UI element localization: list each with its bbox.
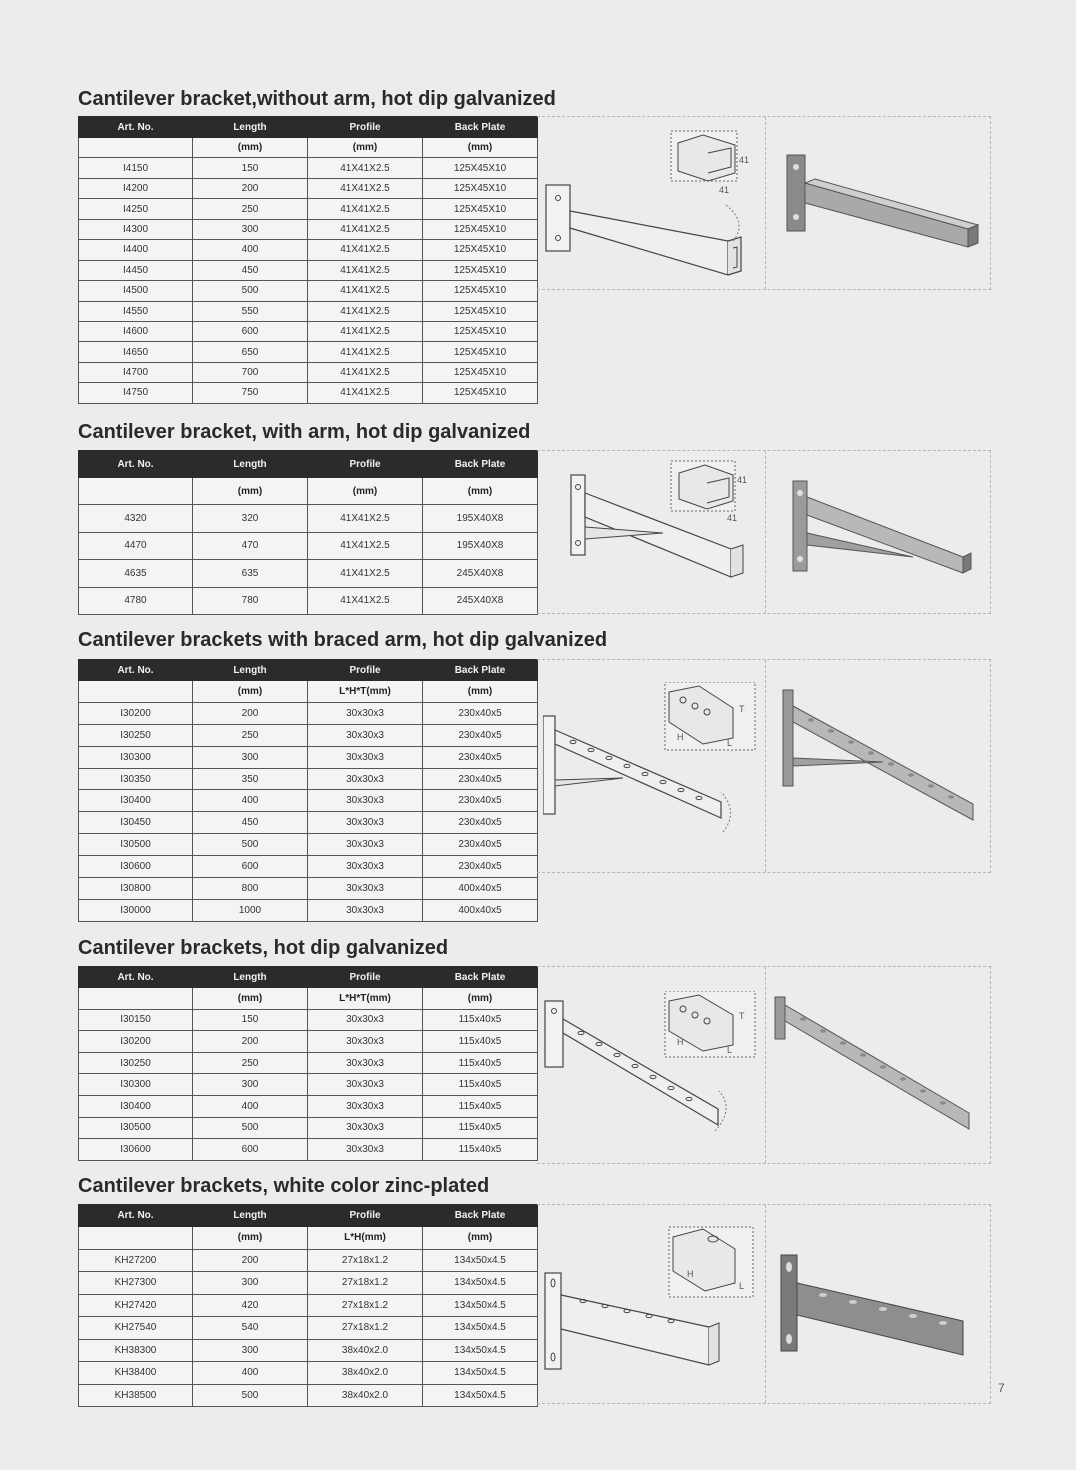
table-cell: 125X45X10	[423, 260, 538, 280]
table-cell: 245X40X8	[423, 587, 538, 614]
table-cell: 41X41X2.5	[308, 587, 423, 614]
table-cell: 30x30x3	[308, 899, 423, 921]
table-cell: 30x30x3	[308, 1139, 423, 1161]
section-hot-dip	[78, 935, 990, 1155]
header-row	[79, 1205, 538, 1227]
table-cell: 30x30x3	[308, 702, 423, 724]
table-cell: 41X41X2.5	[308, 158, 423, 178]
table-cell: 500	[193, 281, 308, 301]
units-row	[79, 138, 538, 158]
col-header-profile: Profile	[308, 967, 423, 988]
table-cell: I30200	[79, 702, 193, 724]
table-cell: 125X45X10	[423, 199, 538, 219]
table-cell: 41X41X2.5	[308, 362, 423, 382]
table-cell: 780	[193, 587, 308, 614]
table-cell: I4400	[79, 240, 193, 260]
table-cell: 600	[193, 321, 308, 341]
section-title: Cantilever brackets, hot dip galvanized	[78, 937, 449, 959]
table-cell: 300	[193, 1339, 308, 1362]
col-header-length: Length	[193, 967, 308, 988]
table-cell: 230x40x5	[423, 790, 538, 812]
spec-table	[78, 659, 538, 922]
table-row	[79, 1294, 538, 1317]
table-row	[79, 199, 538, 219]
table-cell: 134x50x4.5	[423, 1317, 538, 1340]
unit-cell: (mm)	[423, 1227, 538, 1250]
table-row	[79, 702, 538, 724]
spec-table	[78, 966, 538, 1161]
unit-cell	[79, 478, 193, 505]
table-cell: I4150	[79, 158, 193, 178]
table-row	[79, 1339, 538, 1362]
product-images	[537, 1204, 991, 1404]
table-cell: 635	[193, 560, 308, 587]
header-row	[79, 451, 538, 478]
table-cell: 400	[193, 240, 308, 260]
table-row	[79, 1249, 538, 1272]
col-header-back-plate: Back Plate	[423, 1205, 538, 1227]
table-cell: 27x18x1.2	[308, 1272, 423, 1295]
unit-cell: (mm)	[308, 138, 423, 158]
table-cell: 41X41X2.5	[308, 281, 423, 301]
table-cell: KH38500	[79, 1384, 193, 1407]
unit-cell: L*H*T(mm)	[308, 681, 423, 703]
table-row	[79, 1117, 538, 1139]
table-cell: 700	[193, 362, 308, 382]
table-row	[79, 301, 538, 321]
col-header-back-plate: Back Plate	[423, 660, 538, 681]
col-header-profile: Profile	[308, 1205, 423, 1227]
product-photo	[773, 686, 985, 836]
table-cell: I30200	[79, 1031, 193, 1053]
table-row	[79, 834, 538, 856]
unit-cell	[79, 138, 193, 158]
dim-label-2: 41	[719, 185, 730, 195]
table-cell: I30600	[79, 1139, 193, 1161]
table-cell: 450	[193, 812, 308, 834]
unit-cell: (mm)	[193, 1227, 308, 1250]
col-header-art-no: Art. No.	[79, 660, 193, 681]
table-cell: I4250	[79, 199, 193, 219]
table-cell: 250	[193, 724, 308, 746]
table-cell: 134x50x4.5	[423, 1294, 538, 1317]
table-cell: I4750	[79, 383, 193, 403]
col-header-art-no: Art. No.	[79, 1205, 193, 1227]
table-cell: 41X41X2.5	[308, 383, 423, 403]
unit-cell	[79, 1227, 193, 1250]
dim-label-1: 41	[739, 155, 750, 165]
table-cell: 41X41X2.5	[308, 199, 423, 219]
unit-cell: (mm)	[193, 988, 308, 1010]
table-cell: 4470	[79, 532, 193, 559]
unit-cell: (mm)	[423, 988, 538, 1010]
dim-label-l: L	[727, 1045, 733, 1055]
header-row	[79, 967, 538, 988]
table-row	[79, 899, 538, 921]
units-row	[79, 478, 538, 505]
section-title: Cantilever brackets, white color zinc-plated	[78, 1175, 490, 1197]
table-cell: 115x40x5	[423, 1095, 538, 1117]
table-cell: 1000	[193, 899, 308, 921]
section-title: Cantilever brackets with braced arm, hot dip galvanized	[78, 629, 608, 651]
unit-cell: (mm)	[193, 681, 308, 703]
table-cell: 125X45X10	[423, 158, 538, 178]
product-images	[537, 659, 991, 873]
table-cell: 420	[193, 1294, 308, 1317]
table-row	[79, 1052, 538, 1074]
product-images	[537, 966, 991, 1164]
table-cell: KH27540	[79, 1317, 193, 1340]
table-cell: I30300	[79, 746, 193, 768]
table-row	[79, 281, 538, 301]
product-images	[537, 450, 991, 614]
table-row	[79, 1384, 538, 1407]
table-cell: I30600	[79, 856, 193, 878]
dim-label-2: 41	[727, 513, 738, 523]
table-cell: 30x30x3	[308, 1074, 423, 1096]
table-cell: 30x30x3	[308, 856, 423, 878]
table-cell: 750	[193, 383, 308, 403]
table-cell: 230x40x5	[423, 856, 538, 878]
table-cell: 41X41X2.5	[308, 342, 423, 362]
table-cell: 245X40X8	[423, 560, 538, 587]
table-cell: KH27200	[79, 1249, 193, 1272]
dim-label-t: T	[739, 704, 745, 714]
unit-cell: (mm)	[193, 138, 308, 158]
spec-table	[78, 450, 538, 615]
table-cell: 30x30x3	[308, 878, 423, 900]
dim-label-1: 41	[737, 475, 748, 485]
table-cell: I4700	[79, 362, 193, 382]
table-cell: 125X45X10	[423, 219, 538, 239]
table-cell: 400	[193, 1095, 308, 1117]
table-cell: 115x40x5	[423, 1031, 538, 1053]
table-cell: 41X41X2.5	[308, 321, 423, 341]
table-cell: I30250	[79, 724, 193, 746]
dim-label-l: L	[727, 738, 733, 748]
table-cell: 550	[193, 301, 308, 321]
table-cell: 30x30x3	[308, 1095, 423, 1117]
dim-label-h: H	[677, 732, 684, 742]
table-cell: 540	[193, 1317, 308, 1340]
table-cell: 115x40x5	[423, 1117, 538, 1139]
table-row	[79, 1362, 538, 1385]
unit-cell: (mm)	[423, 478, 538, 505]
table-cell: 4635	[79, 560, 193, 587]
table-row	[79, 1095, 538, 1117]
table-cell: I4550	[79, 301, 193, 321]
table-row	[79, 724, 538, 746]
product-photo	[773, 1245, 985, 1385]
section-zinc-plated	[78, 1173, 990, 1401]
table-row	[79, 219, 538, 239]
table-cell: I4450	[79, 260, 193, 280]
table-cell: 30x30x3	[308, 790, 423, 812]
dim-label-h: H	[677, 1037, 684, 1047]
table-cell: 650	[193, 342, 308, 362]
table-cell: 41X41X2.5	[308, 219, 423, 239]
table-cell: 115x40x5	[423, 1052, 538, 1074]
table-row	[79, 790, 538, 812]
table-row	[79, 260, 538, 280]
table-cell: 41X41X2.5	[308, 178, 423, 198]
unit-cell: (mm)	[193, 478, 308, 505]
table-cell: 125X45X10	[423, 240, 538, 260]
table-cell: I30300	[79, 1074, 193, 1096]
table-cell: I30500	[79, 1117, 193, 1139]
section-without-arm	[78, 86, 990, 399]
table-cell: 230x40x5	[423, 768, 538, 790]
col-header-length: Length	[193, 660, 308, 681]
table-cell: 500	[193, 1117, 308, 1139]
table-cell: 41X41X2.5	[308, 560, 423, 587]
table-cell: 30x30x3	[308, 1009, 423, 1031]
technical-drawing	[543, 991, 763, 1141]
col-header-back-plate: Back Plate	[423, 451, 538, 478]
table-cell: 230x40x5	[423, 834, 538, 856]
unit-cell	[79, 988, 193, 1010]
unit-cell: L*H(mm)	[308, 1227, 423, 1250]
table-cell: I30150	[79, 1009, 193, 1031]
table-row	[79, 178, 538, 198]
table-row	[79, 587, 538, 614]
product-photo	[773, 471, 985, 601]
table-cell: 200	[193, 1031, 308, 1053]
table-cell: KH27420	[79, 1294, 193, 1317]
table-cell: 41X41X2.5	[308, 301, 423, 321]
table-cell: 230x40x5	[423, 812, 538, 834]
table-cell: 200	[193, 178, 308, 198]
table-cell: 800	[193, 878, 308, 900]
table-cell: 30x30x3	[308, 834, 423, 856]
table-cell: 30x30x3	[308, 746, 423, 768]
table-cell: 230x40x5	[423, 702, 538, 724]
col-header-back-plate: Back Plate	[423, 117, 538, 138]
table-row	[79, 856, 538, 878]
table-cell: I4200	[79, 178, 193, 198]
product-photo	[773, 995, 985, 1145]
units-row	[79, 1227, 538, 1250]
table-cell: I30250	[79, 1052, 193, 1074]
table-cell: 125X45X10	[423, 342, 538, 362]
table-cell: 134x50x4.5	[423, 1249, 538, 1272]
table-cell: I4300	[79, 219, 193, 239]
table-cell: 30x30x3	[308, 812, 423, 834]
table-row	[79, 383, 538, 403]
table-cell: 125X45X10	[423, 383, 538, 403]
unit-cell: L*H*T(mm)	[308, 988, 423, 1010]
table-cell: I30400	[79, 790, 193, 812]
units-row	[79, 681, 538, 703]
product-photo	[773, 143, 985, 263]
table-cell: 38x40x2.0	[308, 1362, 423, 1385]
product-images	[537, 116, 991, 290]
table-cell: 30x30x3	[308, 1052, 423, 1074]
section-title: Cantilever bracket,without arm, hot dip galvanized	[78, 88, 556, 110]
table-cell: 38x40x2.0	[308, 1384, 423, 1407]
table-cell: 400x40x5	[423, 878, 538, 900]
table-row	[79, 812, 538, 834]
table-cell: 195X40X8	[423, 505, 538, 532]
dim-label-l: L	[739, 1281, 745, 1291]
table-row	[79, 768, 538, 790]
table-row	[79, 1074, 538, 1096]
table-row	[79, 1139, 538, 1161]
table-cell: 300	[193, 1074, 308, 1096]
col-header-art-no: Art. No.	[79, 117, 193, 138]
col-header-profile: Profile	[308, 660, 423, 681]
unit-cell: (mm)	[308, 478, 423, 505]
table-cell: 200	[193, 702, 308, 724]
table-cell: 200	[193, 1249, 308, 1272]
table-cell: 300	[193, 219, 308, 239]
table-cell: 41X41X2.5	[308, 260, 423, 280]
table-cell: I30450	[79, 812, 193, 834]
table-cell: KH27300	[79, 1272, 193, 1295]
table-cell: I4650	[79, 342, 193, 362]
unit-cell: (mm)	[423, 681, 538, 703]
table-cell: 125X45X10	[423, 362, 538, 382]
table-row	[79, 746, 538, 768]
table-row	[79, 878, 538, 900]
table-cell: 30x30x3	[308, 1117, 423, 1139]
table-cell: 4780	[79, 587, 193, 614]
table-row	[79, 1317, 538, 1340]
table-cell: 41X41X2.5	[308, 240, 423, 260]
table-cell: 230x40x5	[423, 724, 538, 746]
table-row	[79, 342, 538, 362]
col-header-back-plate: Back Plate	[423, 967, 538, 988]
section-title: Cantilever bracket, with arm, hot dip galvanized	[78, 421, 531, 443]
unit-cell: (mm)	[423, 138, 538, 158]
table-cell: 500	[193, 834, 308, 856]
table-cell: 150	[193, 1009, 308, 1031]
table-cell: 400	[193, 1362, 308, 1385]
table-cell: 250	[193, 199, 308, 219]
table-row	[79, 1272, 538, 1295]
technical-drawing	[543, 1225, 763, 1385]
table-cell: 27x18x1.2	[308, 1294, 423, 1317]
table-cell: 195X40X8	[423, 532, 538, 559]
technical-drawing	[543, 123, 763, 283]
table-row	[79, 1031, 538, 1053]
col-header-art-no: Art. No.	[79, 967, 193, 988]
table-row	[79, 362, 538, 382]
table-cell: KH38300	[79, 1339, 193, 1362]
table-cell: I4600	[79, 321, 193, 341]
table-cell: 470	[193, 532, 308, 559]
table-row	[79, 560, 538, 587]
col-header-profile: Profile	[308, 451, 423, 478]
table-cell: 400	[193, 790, 308, 812]
table-cell: 30x30x3	[308, 768, 423, 790]
technical-drawing	[543, 682, 763, 842]
table-cell: 250	[193, 1052, 308, 1074]
table-cell: 320	[193, 505, 308, 532]
table-cell: 4320	[79, 505, 193, 532]
col-header-length: Length	[193, 117, 308, 138]
table-cell: I30400	[79, 1095, 193, 1117]
section-with-arm	[78, 419, 990, 607]
header-row	[79, 117, 538, 138]
table-cell: 400x40x5	[423, 899, 538, 921]
table-cell: 41X41X2.5	[308, 505, 423, 532]
table-row	[79, 505, 538, 532]
dim-label-h: H	[687, 1269, 694, 1279]
table-cell: 30x30x3	[308, 1031, 423, 1053]
page-number: 7	[998, 1381, 1005, 1395]
table-cell: 115x40x5	[423, 1139, 538, 1161]
table-cell: 134x50x4.5	[423, 1362, 538, 1385]
table-cell: I30000	[79, 899, 193, 921]
table-cell: 27x18x1.2	[308, 1249, 423, 1272]
col-header-art-no: Art. No.	[79, 451, 193, 478]
table-cell: 350	[193, 768, 308, 790]
table-cell: 115x40x5	[423, 1074, 538, 1096]
table-cell: 134x50x4.5	[423, 1384, 538, 1407]
col-header-length: Length	[193, 1205, 308, 1227]
table-cell: I30800	[79, 878, 193, 900]
table-cell: 41X41X2.5	[308, 532, 423, 559]
table-cell: 300	[193, 1272, 308, 1295]
table-row	[79, 158, 538, 178]
unit-cell	[79, 681, 193, 703]
table-cell: 300	[193, 746, 308, 768]
table-cell: 125X45X10	[423, 178, 538, 198]
technical-drawing	[543, 457, 763, 607]
table-cell: 125X45X10	[423, 281, 538, 301]
table-cell: 600	[193, 856, 308, 878]
table-cell: 600	[193, 1139, 308, 1161]
table-cell: 450	[193, 260, 308, 280]
table-cell: 230x40x5	[423, 746, 538, 768]
table-cell: 30x30x3	[308, 724, 423, 746]
table-cell: I30500	[79, 834, 193, 856]
table-cell: 125X45X10	[423, 321, 538, 341]
col-header-length: Length	[193, 451, 308, 478]
table-cell: I30350	[79, 768, 193, 790]
table-cell: 115x40x5	[423, 1009, 538, 1031]
spec-table	[78, 116, 538, 404]
table-cell: 134x50x4.5	[423, 1339, 538, 1362]
table-cell: 38x40x2.0	[308, 1339, 423, 1362]
table-cell: 125X45X10	[423, 301, 538, 321]
table-cell: 27x18x1.2	[308, 1317, 423, 1340]
spec-table	[78, 1204, 538, 1407]
header-row	[79, 660, 538, 681]
col-header-profile: Profile	[308, 117, 423, 138]
table-cell: 134x50x4.5	[423, 1272, 538, 1295]
table-row	[79, 321, 538, 341]
table-cell: 500	[193, 1384, 308, 1407]
table-cell: KH38400	[79, 1362, 193, 1385]
table-row	[79, 240, 538, 260]
table-cell: I4500	[79, 281, 193, 301]
section-braced-arm	[78, 627, 990, 916]
table-row	[79, 532, 538, 559]
table-cell: 150	[193, 158, 308, 178]
table-row	[79, 1009, 538, 1031]
units-row	[79, 988, 538, 1010]
dim-label-t: T	[739, 1011, 745, 1021]
